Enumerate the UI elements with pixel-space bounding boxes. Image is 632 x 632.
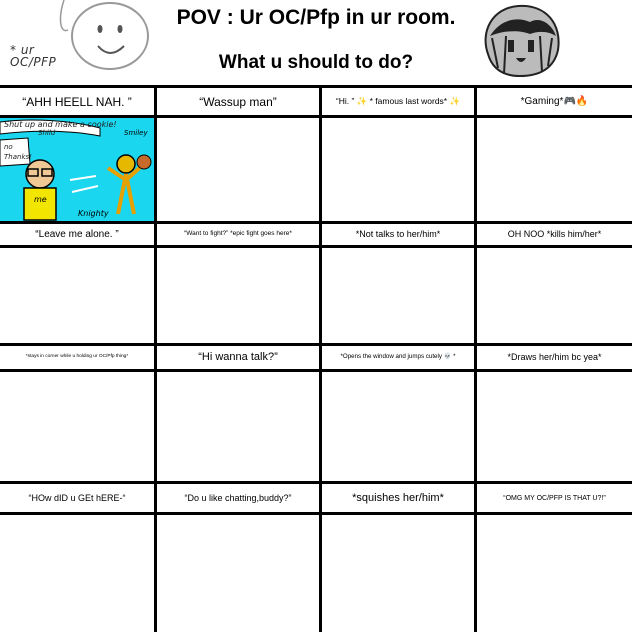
cell-label: “Wassup man” — [199, 94, 277, 109]
meme-grid — [0, 85, 632, 632]
header — [0, 0, 632, 86]
drawing-label: Smiley — [124, 129, 148, 137]
cell-label: *Draws her/him bc yea* — [507, 352, 602, 362]
cell-label: “AHH HEELL NAH. ” — [22, 94, 132, 109]
annotation-line1: * ur — [10, 43, 35, 57]
cell-label: *squishes her/him* — [352, 491, 444, 504]
cell-label: OH NOO *kills him/her* — [507, 229, 602, 239]
drawing-speech: Shut up and make a cookie! — [4, 120, 117, 129]
drawing-label: me — [34, 195, 47, 204]
annotation-line2: OC/PFP — [10, 55, 57, 69]
grid-line — [0, 369, 632, 372]
cell-label: “Hi wanna talk?” — [198, 351, 278, 363]
cell-label: *stays in corner while u holding ur OC/Pfp thing* — [25, 354, 129, 360]
grid-line — [0, 512, 632, 515]
cell-label: “Do u like chatting,buddy?” — [184, 492, 292, 503]
cell-label: *Gaming*🎮🔥 — [520, 95, 589, 107]
cell-label: *Opens the window and jumps cutely 💀 * — [340, 353, 456, 361]
drawing-speech: Thanks! — [4, 153, 32, 161]
cell-label: “Hi. ” ✨ * famous last words* ✨ — [335, 96, 461, 107]
pfp-character-doodle — [470, 2, 570, 82]
cell-label: “Want to fight?” *epic fight goes here* — [184, 230, 292, 238]
cell-label: “OMG MY OC/PFP IS THAT U?!” — [503, 494, 606, 502]
cell-label: “HOw dID u GEt hERE-“ — [28, 492, 126, 503]
drawing-label: Knighty — [78, 209, 109, 218]
grid-line — [0, 245, 632, 248]
page-subtitle: What u should to do? — [218, 52, 414, 73]
drawing-speech: no — [4, 143, 13, 151]
page-title: POV : Ur OC/Pfp in ur room. — [176, 6, 456, 29]
drawing-speech: Shild — [38, 129, 56, 137]
cell-label: “Leave me alone. ” — [35, 228, 119, 240]
cell-label: *Not talks to her/him* — [355, 229, 441, 239]
